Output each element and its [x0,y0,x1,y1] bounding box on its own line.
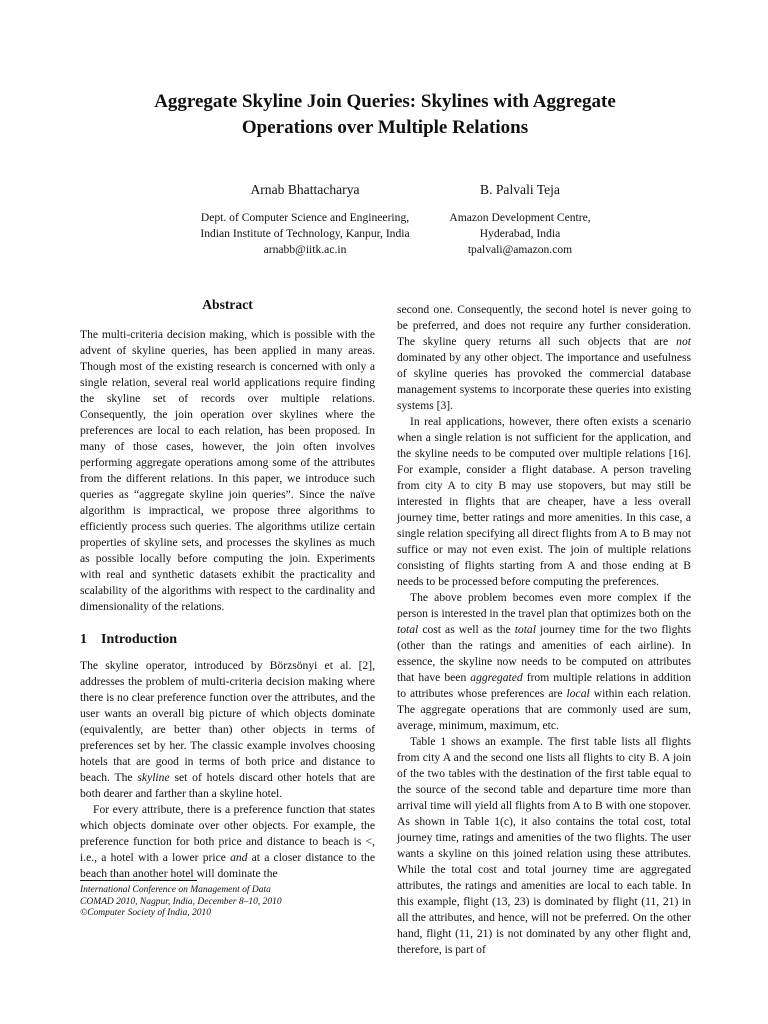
author-block-2 [410,181,630,258]
author-affiliation-line: Dept. of Computer Science and Engineering, [200,211,410,224]
footnote-venue: COMAD 2010, Nagpur, India, December 8–10, 2010 [80,896,282,907]
intro-paragraph-2: For every attribute, there is a preference function that states which objects dominate over other objects. For example, the preference function for both price and distance to beach is <, i.e., a hotel with a lower price and at a closer distance to the beach than another hotel will dominate the [80,803,375,880]
right-paragraph-2: In real applications, however, there often exists a scenario when a single relation is not sufficient for the application, and the skyline needs to be computed over multiple relations [16]. For example, consider a flight database. A person traveling from city A to city B may use stopovers, but may still be interested in flights that are cheaper, have a less overall journey time, better ratings and more amenities. In this case, a single relation specifying all direct flights from A to B may not suffice or may not even exist. The join of multiple relations consisting of flights starting from A and those ending at B needs to be processed before computing the preferences. [397,415,691,588]
footnote-rule [80,880,197,881]
abstract-heading: Abstract [202,297,253,312]
paper-title [90,89,680,141]
author-affiliation-line: Indian Institute of Technology, Kanpur, India [200,227,410,240]
footnote-copyright: ©Computer Society of India, 2010 [80,908,211,918]
section-number: 1 [80,632,87,647]
left-column [80,297,375,882]
right-column [397,302,691,958]
footnote-conference: International Conference on Management of Data [80,885,271,895]
right-paragraph-1: second one. Consequently, the second hotel is never going to be preferred, and does not require any further consideration. The skyline query returns all such objects that are not dominated by any other object. The importance and usefulness of skyline queries has provoked the commercial database management systems to incorporate these queries into existing systems [3]. [397,303,691,412]
section-heading-introduction [80,632,375,648]
intro-paragraph-1: The skyline operator, introduced by Börzsönyi et al. [2], addresses the problem of multi-criteria decision making where there is no clear preference function over the attributes, and the user wants an overall big picture of which objects dominate (equivalently, are better than) other objects in terms of preferences set by her. The classic example involves choosing hotels that are good in terms of both price and distance to beach. The skyline set of hotels discard other hotels that are both dearer and farther than a skyline hotel. [80,659,375,800]
title-line-2: Operations over Multiple Relations [241,117,529,138]
author-affiliation-line: Amazon Development Centre, [449,211,591,224]
right-paragraph-4: Table 1 shows an example. The first table lists all flights from city A and the second one lists all flights to city B. A join of the two tables with the destination of the first table equal to the source of the second table and departure time more than arrival time will yield all flights from A to B with one stopover. As shown in Table 1(c), it also contains the total cost, total journey time, ratings and amenities of the two flights. The user wants a skyline on this joined relation using these attributes. While the total cost and total journey time are aggregated attributes, the ratings and amenities are local to each table. In this example, flight (13, 23) is dominated by flight (11, 21) in all the attributes, and hence, will not be preferred. On the other hand, flight (11, 21) is not dominated by any other flight and, therefore, is part of [397,735,691,956]
right-paragraph-3: The above problem becomes even more complex if the person is interested in the travel plan that optimizes both on the total cost as well as the total journey time for the two flights (other than the ratings and amenities of each airline). In essence, the skyline now needs to be computed on attributes that have been aggregated from multiple relations in addition to attributes whose preferences are local within each relation. The aggregate operations that are commonly used are sum, average, minimum, maximum, etc. [397,591,691,732]
author-email: arnabb@iitk.ac.in [263,243,347,256]
author-email: tpalvali@amazon.com [467,243,573,256]
footnote [80,880,400,920]
section-title: Introduction [101,632,177,647]
title-line-1: Aggregate Skyline Join Queries: Skylines with Aggregate [154,91,616,112]
author-affiliation-line: Hyderabad, India [479,227,561,240]
abstract-text: The multi-criteria decision making, which is possible with the advent of skyline queries, has been applied in many areas. Though most of the existing research is concerned with only a single relation, several real world applications require finding the skyline set of records over multiple relations. Consequently, the join operation over skylines where the preferences are local to each relation, has been proposed. In many of those cases, however, the join often involves performing aggregate operations among some of the attributes from the different relations. In this paper, we introduce such queries as “aggregate skyline join queries”. Since the naïve algorithm is impractical, we propose three algorithms to efficiently process such queries. The algorithms utilize certain properties of skyline sets, and processes the skylines as much as possible locally before computing the join. Experiments with real and synthetic datasets exhibit the practicality and scalability of the algorithms with respect to the cardinality and dimensionality of the relations. [80,328,375,613]
author-name: B. Palvali Teja [480,182,560,197]
author-name: Arnab Bhattacharya [250,182,360,197]
